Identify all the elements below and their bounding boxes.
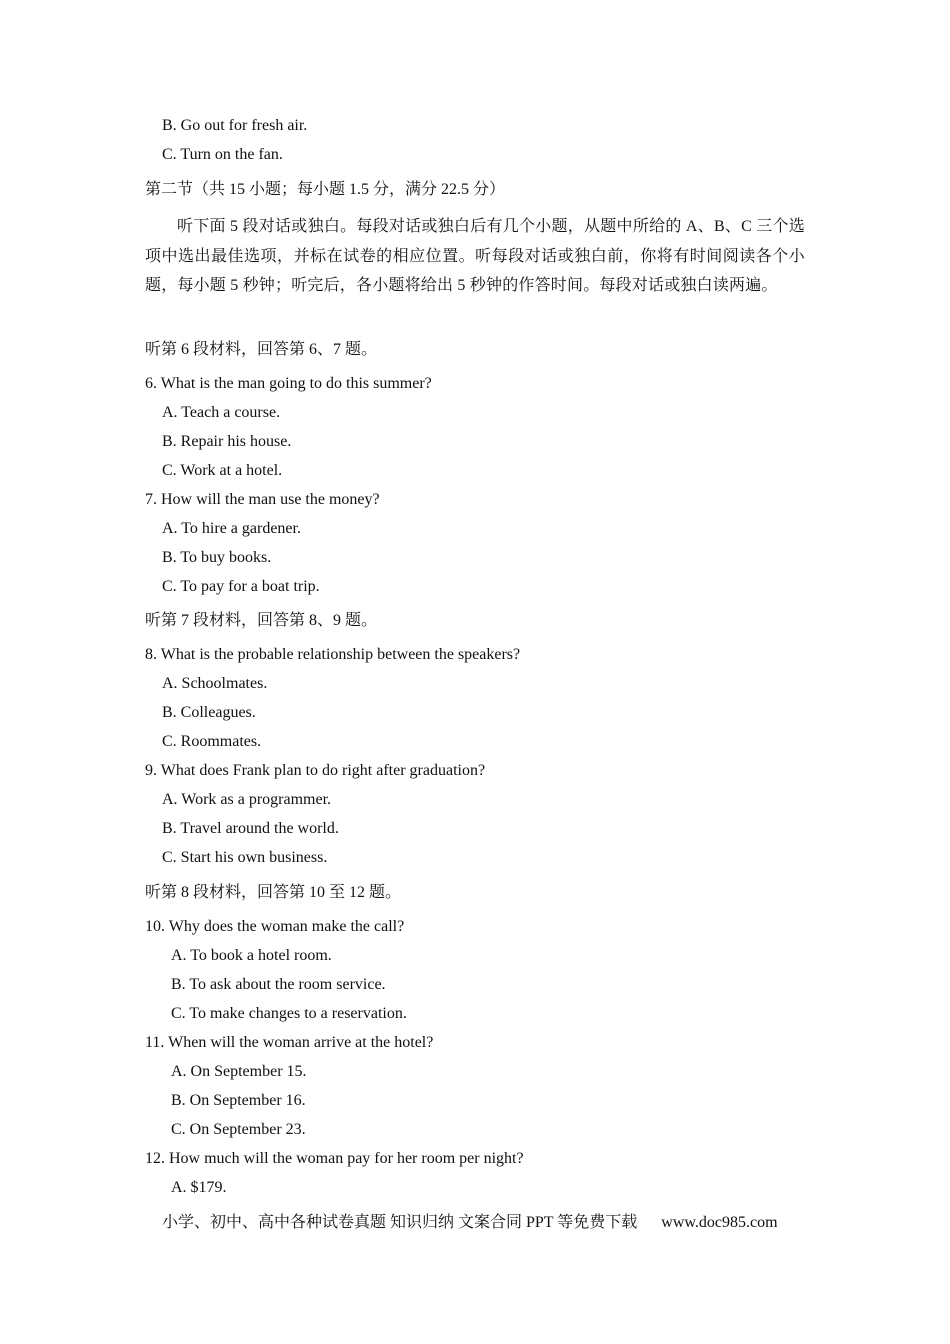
group-label-7: 听第 7 段材料，回答第 8、9 题。 bbox=[145, 612, 378, 629]
question-8-option-a: A. Schoolmates. bbox=[162, 675, 268, 692]
question-7-option-b: B. To buy books. bbox=[162, 549, 272, 566]
question-10-option-b: B. To ask about the room service. bbox=[171, 976, 386, 993]
question-8-stem: 8. What is the probable relationship between the speakers? bbox=[145, 646, 521, 663]
question-6-option-a: A. Teach a course. bbox=[162, 404, 281, 421]
question-7-stem: 7. How will the man use the money? bbox=[145, 491, 380, 508]
question-9-option-c: C. Start his own business. bbox=[162, 849, 328, 866]
question-7-option-a: A. To hire a gardener. bbox=[162, 520, 301, 537]
question-11-option-c: C. On September 23. bbox=[171, 1121, 306, 1138]
question-7-option-c: C. To pay for a boat trip. bbox=[162, 578, 320, 595]
question-11-option-a: A. On September 15. bbox=[171, 1063, 307, 1080]
question-11-option-b: B. On September 16. bbox=[171, 1092, 306, 1109]
option-q5-c: C. Turn on the fan. bbox=[162, 146, 283, 163]
question-10-option-a: A. To book a hotel room. bbox=[171, 947, 332, 964]
section-heading: 第二节（共 15 小题；每小题 1.5 分，满分 22.5 分） bbox=[145, 181, 506, 198]
section-instructions: 听下面 5 段对话或独白。每段对话或独白后有几个小题，从题中所给的 A、B、C 三个选项中选出最佳选项，并标在试卷的相应位置。听每段对话或独白前，你将有时间阅读各个小题，每小题 5 秒钟；听完后，各小题将给出 5 秒钟的作答时间。每段对话或独白读两遍。 bbox=[145, 218, 805, 294]
question-8-option-b: B. Colleagues. bbox=[162, 704, 256, 721]
question-11-stem: 11. When will the woman arrive at the hotel? bbox=[145, 1034, 434, 1051]
question-6-option-b: B. Repair his house. bbox=[162, 433, 292, 450]
question-12-stem: 12. How much will the woman pay for her room per night? bbox=[145, 1150, 524, 1167]
group-label-6: 听第 6 段材料，回答第 6、7 题。 bbox=[145, 341, 378, 358]
question-6-stem: 6. What is the man going to do this summer? bbox=[145, 375, 432, 392]
group-label-8: 听第 8 段材料，回答第 10 至 12 题。 bbox=[145, 884, 402, 901]
question-12-option-a: A. $179. bbox=[171, 1179, 227, 1196]
option-q5-b: B. Go out for fresh air. bbox=[162, 117, 308, 134]
page-footer bbox=[162, 1213, 778, 1233]
question-10-option-c: C. To make changes to a reservation. bbox=[171, 1005, 407, 1022]
question-9-option-b: B. Travel around the world. bbox=[162, 820, 339, 837]
question-8-option-c: C. Roommates. bbox=[162, 733, 262, 750]
question-10-stem: 10. Why does the woman make the call? bbox=[145, 918, 405, 935]
question-9-stem: 9. What does Frank plan to do right after graduation? bbox=[145, 762, 486, 779]
footer-site-link[interactable]: www.doc985.com bbox=[661, 1214, 778, 1231]
question-6-option-c: C. Work at a hotel. bbox=[162, 462, 283, 479]
question-9-option-a: A. Work as a programmer. bbox=[162, 791, 332, 808]
footer-text: 小学、初中、高中各种试卷真题 知识归纳 文案合同 PPT 等免费下载 bbox=[162, 1214, 638, 1231]
